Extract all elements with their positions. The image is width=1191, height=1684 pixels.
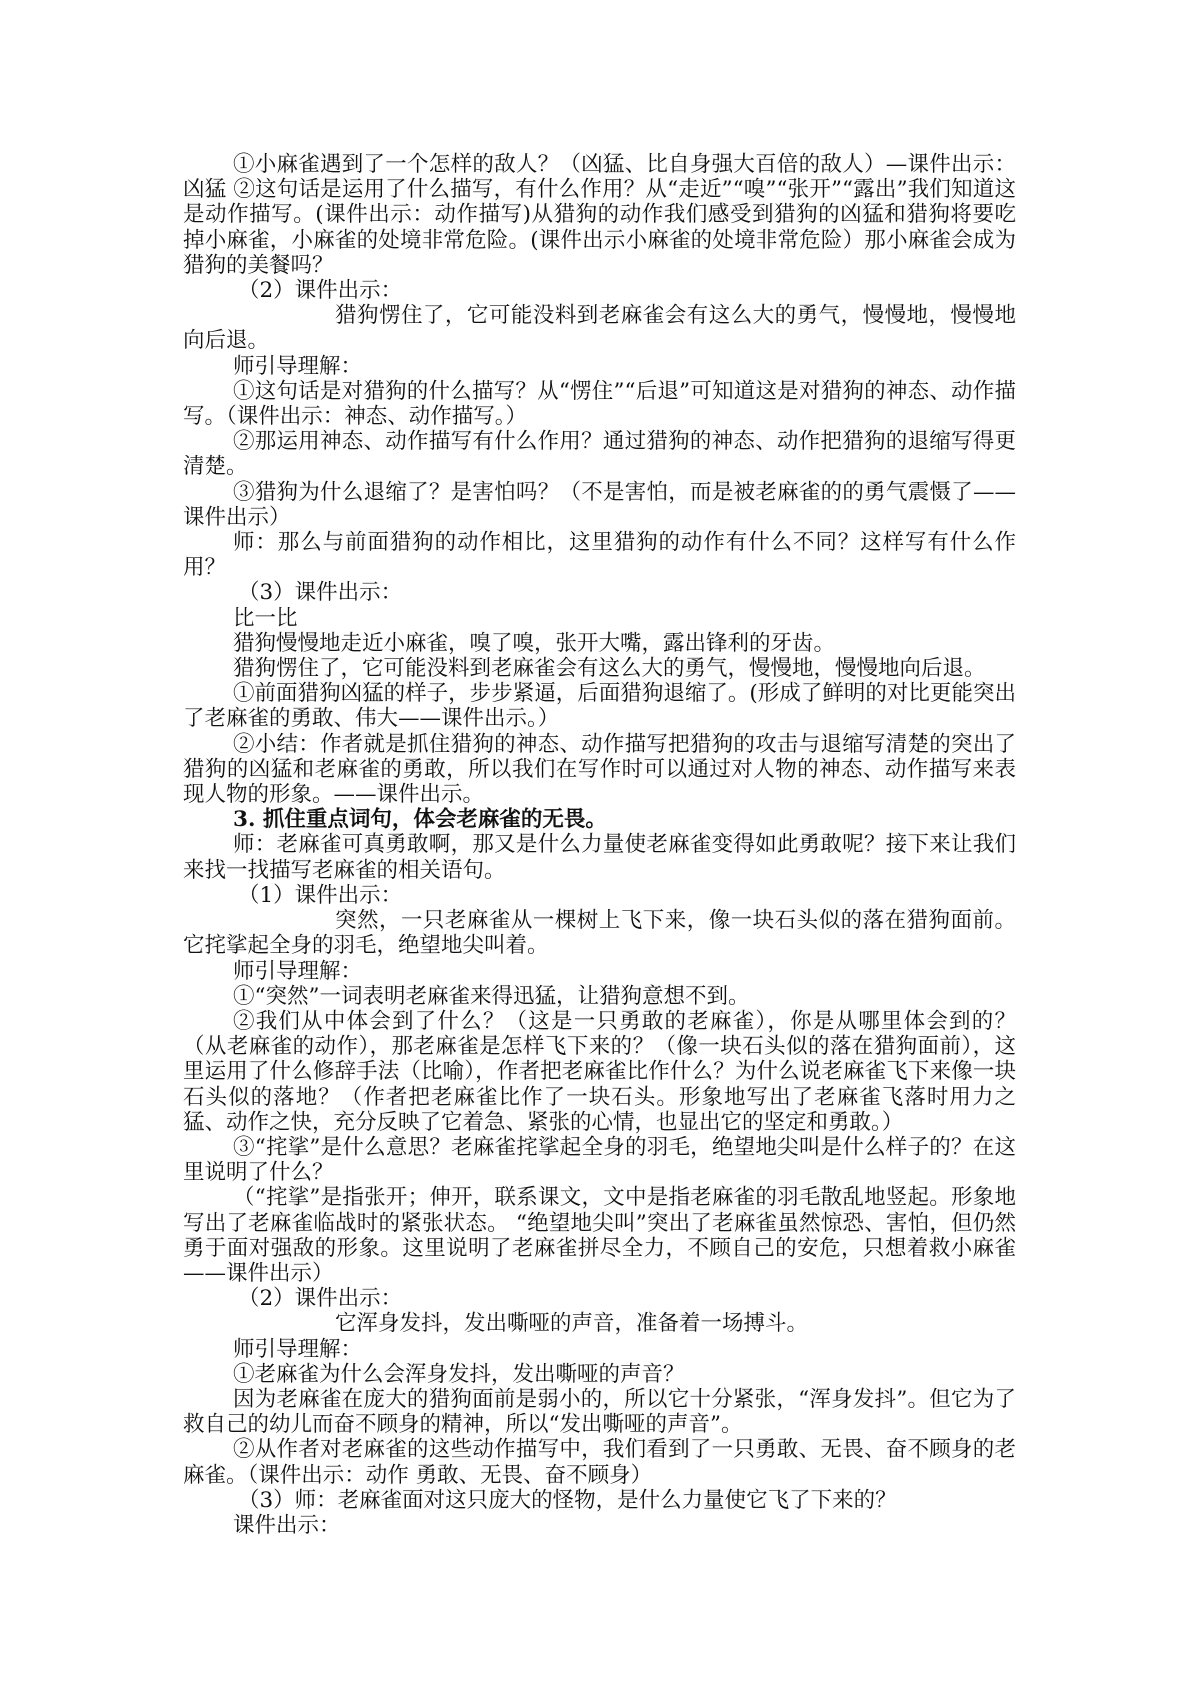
paragraph: 课件出示： (233, 1512, 341, 1538)
paragraph: ②小结：作者就是抓住猎狗的神态、动作描写把猎狗的攻击与退缩写清楚的突出了猎狗的凶猛和老麻雀的勇敢，所以我们在写作时可以通过对人物的神态、动作描写来表现人物的形象。——课件出示。 (183, 731, 1016, 808)
paragraph: ②我们从中体会到了什么？（这是一只勇敢的老麻雀），你是从哪里体会到的？（从老麻雀的动作），那老麻雀是怎样飞下来的？（像一块石头似的落在猎狗面前），这里运用了什么修辞手法（比喻），作者把老麻雀比作什么？为什么说老麻雀飞下来像一块石头似的落地？（作者把老麻雀比作了一块石头。形象地写出了老麻雀飞落时用力之猛、动作之快，充分反映了它着急、紧张的心情，也显出它的坚定和勇敢。） (183, 1008, 1016, 1135)
paragraph: （2）课件出示： (238, 1286, 403, 1312)
paragraph: 师引导理解： (233, 353, 363, 379)
paragraph: 比一比 (233, 605, 298, 631)
paragraph: ②那运用神态、动作描写有什么作用？通过猎狗的神态、动作把猎狗的退缩写得更清楚。 (183, 429, 1016, 480)
paragraph: （1）课件出示： (238, 882, 403, 908)
paragraph: 猎狗慢慢地走近小麻雀，嗅了嗅，张开大嘴，露出锋利的牙齿。 (233, 630, 836, 656)
paragraph: ①小麻雀遇到了一个怎样的敌人？（凶猛、比自身强大百倍的敌人）—课件出示：凶猛 ②这句话是运用了什么描写，有什么作用？从“走近”“嗅”“张开”“露出”我们知道这是动作描写。(课件出示：动作描写)从猎狗的动作我们感受到猎狗的凶猛和猎狗将要吃掉小麻雀，小麻雀的处境非常危险。(课件出示小麻雀的处境非常危险）那小麻雀会成为猎狗的美餐吗？ (183, 152, 1016, 278)
paragraph: ③“挓挲”是什么意思？老麻雀挓挲起全身的羽毛，绝望地尖叫是什么样子的？在这里说明了什么？ (183, 1134, 1016, 1186)
paragraph: ②从作者对老麻雀的这些动作描写中，我们看到了一只勇敢、无畏、奋不顾身的老麻雀。（课件出示：动作 勇敢、无畏、奋不顾身） (183, 1437, 1016, 1488)
paragraph: （3）师：老麻雀面对这只庞大的怪物，是什么力量使它飞了下来的？ (238, 1487, 897, 1513)
paragraph: （3）课件出示： (238, 580, 403, 606)
paragraph: 它浑身发抖，发出嘶哑的声音，准备着一场搏斗。 (335, 1311, 809, 1337)
paragraph: ①“突然”一词表明老麻雀来得迅猛，让猎狗意想不到。 (233, 983, 750, 1009)
paragraph: 师：那么与前面猎狗的动作相比，这里猎狗的动作有什么不同？这样写有什么作用？ (183, 530, 1016, 581)
paragraph: 猎狗愣住了，它可能没料到老麻雀会有这么大的勇气，慢慢地，慢慢地向后退。 (183, 303, 1016, 354)
paragraph: （2）课件出示： (238, 278, 403, 304)
paragraph: 师：老麻雀可真勇敢啊，那又是什么力量使老麻雀变得如此勇敢呢？接下来让我们来找一找描写老麻雀的相关语句。 (183, 832, 1016, 883)
paragraph: ①这句话是对猎狗的什么描写？从“愣住”“后退”可知道这是对猎狗的神态、动作描写。（课件出示：神态、动作描写。） (183, 378, 1016, 430)
section-heading: 3. 抓住重点词句，体会老麻雀的无畏。 (233, 807, 607, 833)
paragraph: ①前面猎狗凶猛的样子，步步紧逼，后面猎狗退缩了。(形成了鲜明的对比更能突出了老麻雀的勇敢、伟大——课件出示。） (183, 681, 1016, 732)
paragraph: ③猎狗为什么退缩了？是害怕吗？（不是害怕，而是被老麻雀的的勇气震慑了——课件出示） (183, 479, 1016, 530)
paragraph: 突然，一只老麻雀从一棵树上飞下来，像一块石头似的落在猎狗面前。它挓挲起全身的羽毛，绝望地尖叫着。 (183, 908, 1016, 959)
paragraph: （“挓挲”是指张开；伸开，联系课文，文中是指老麻雀的羽毛散乱地竖起。形象地写出了老麻雀临战时的紧张状态。 “绝望地尖叫”突出了老麻雀虽然惊恐、害怕，但仍然勇于面对强敌的形象。这里说明了老麻雀拼尽全力，不顾自己的安危，只想着救小麻雀——课件出示） (183, 1185, 1016, 1286)
paragraph: 因为老麻雀在庞大的猎狗面前是弱小的，所以它十分紧张，“浑身发抖”。但它为了救自己的幼儿而奋不顾身的精神，所以“发出嘶哑的声音”。 (183, 1386, 1016, 1438)
paragraph: 师引导理解： (233, 1336, 363, 1362)
paragraph: 师引导理解： (233, 958, 363, 984)
document-body (183, 152, 1016, 1538)
paragraph: 猎狗愣住了，它可能没料到老麻雀会有这么大的勇气，慢慢地，慢慢地向后退。 (233, 656, 986, 682)
paragraph: ①老麻雀为什么会浑身发抖，发出嘶哑的声音？ (233, 1361, 685, 1387)
